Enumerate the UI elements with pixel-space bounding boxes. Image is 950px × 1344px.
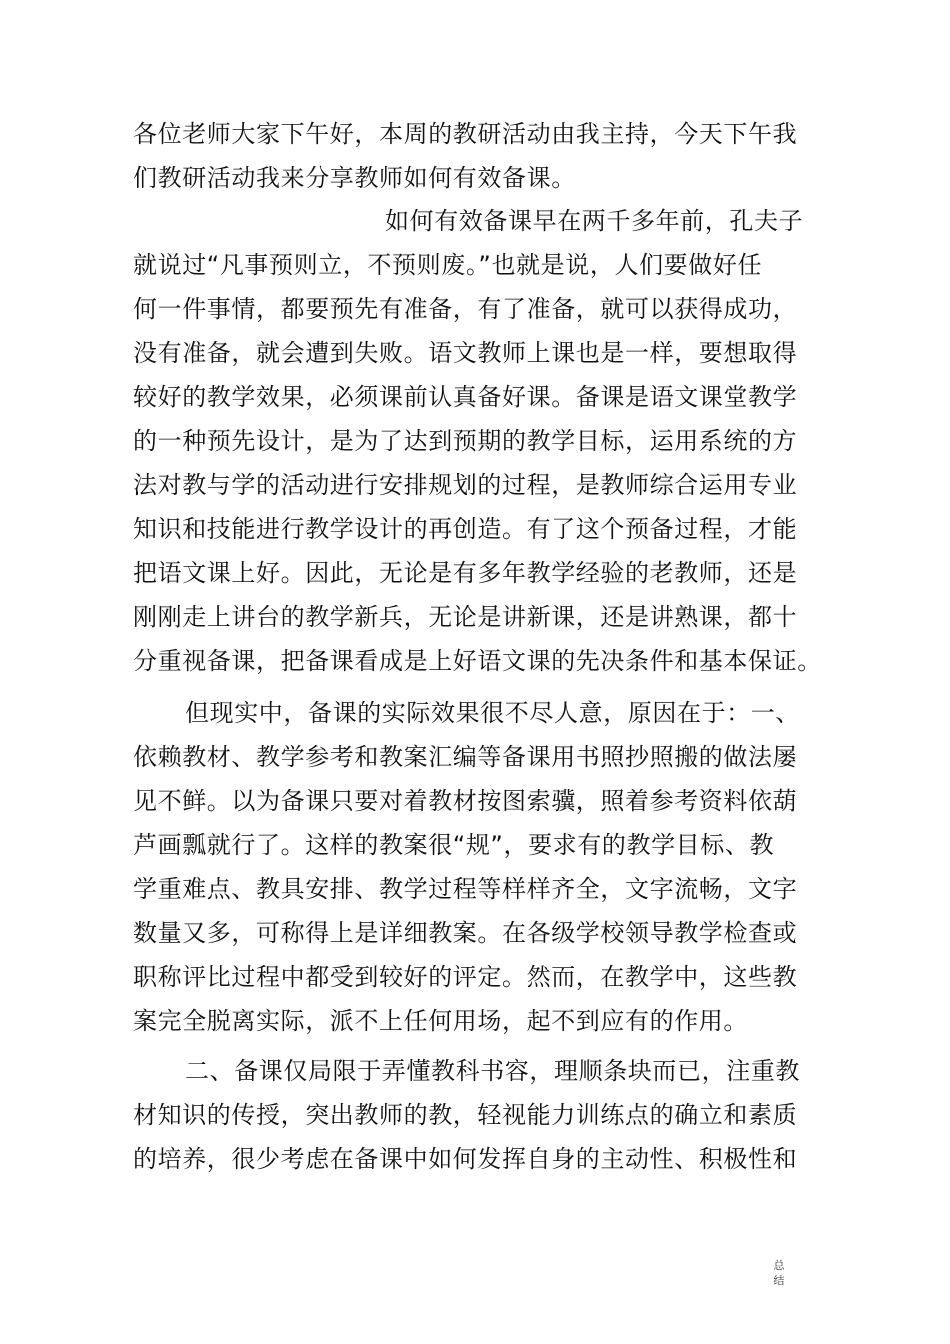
- footer-char: 总: [773, 1259, 785, 1272]
- footer-mark: [772, 1258, 786, 1288]
- text-line: 如何有效备课早在两千多年前，孔夫子: [385, 207, 804, 235]
- text-line: 依赖教材、教学参考和教案汇编等备课用书照抄照搬的做法屡: [133, 743, 798, 771]
- text-line: 二、备课仅局限于弄懂教科书容，理顺条块而已，注重教: [185, 1057, 800, 1085]
- text-line: 何一件事情，都要预先有准备，有了准备，就可以获得成功，: [133, 295, 798, 323]
- text-line: 较好的教学效果，必须课前认真备好课。备课是语文课堂教学: [133, 383, 798, 411]
- text-line: 材知识的传授，突出教师的教，轻视能力训练点的确立和素质: [133, 1101, 798, 1129]
- paragraph-2: [133, 691, 833, 1043]
- text-line: 们教研活动我来分享教师如何有效备课。: [133, 164, 576, 192]
- text-line: 但现实中，备课的实际效果很不尽人意，原因在于：一、: [185, 699, 800, 727]
- intro-paragraph: [133, 112, 833, 200]
- paragraph-3: [133, 1049, 833, 1181]
- text-line: 法对教与学的活动进行安排规划的过程，是教师综合运用专业: [133, 471, 798, 499]
- text-line: 见不鲜。以为备课只要对着教材按图索骥，照着参考资料依葫: [133, 787, 798, 815]
- text-line: 分重视备课，把备课看成是上好语文课的先决条件和基本保证。: [133, 647, 822, 675]
- text-line: 案完全脱离实际，派不上任何用场，起不到应有的作用。: [133, 1007, 748, 1035]
- text-line: 知识和技能进行教学设计的再创造。有了这个预备过程，才能: [133, 515, 798, 543]
- paragraph-1: [133, 199, 833, 683]
- text-line: 就说过“凡事预则立，不预则废。”也就是说，人们要做好任: [133, 251, 763, 279]
- text-line: 把语文课上好。因此，无论是有多年教学经验的老教师，还是: [133, 559, 798, 587]
- footer-char: 结: [773, 1274, 785, 1287]
- text-line: 各位老师大家下午好，本周的教研活动由我主持，今天下午我: [133, 120, 798, 148]
- text-line: 刚刚走上讲台的教学新兵，无论是讲新课，还是讲熟课，都十: [133, 603, 798, 631]
- text-line: 芦画瓢就行了。这样的教案很“规”，要求有的教学目标、教: [133, 831, 775, 859]
- text-line: 职称评比过程中都受到较好的评定。然而，在教学中，这些教: [133, 963, 798, 991]
- text-line: 的一种预先设计，是为了达到预期的教学目标，运用系统的方: [133, 427, 798, 455]
- text-line: 数量又多，可称得上是详细教案。在各级学校领导教学检查或: [133, 919, 798, 947]
- text-line: 没有准备，就会遭到失败。语文教师上课也是一样，要想取得: [133, 339, 798, 367]
- text-line: 学重难点、教具安排、教学过程等样样齐全，文字流畅，文字: [133, 875, 798, 903]
- text-line: 的培养，很少考虑在备课中如何发挥自身的主动性、积极性和: [133, 1145, 798, 1173]
